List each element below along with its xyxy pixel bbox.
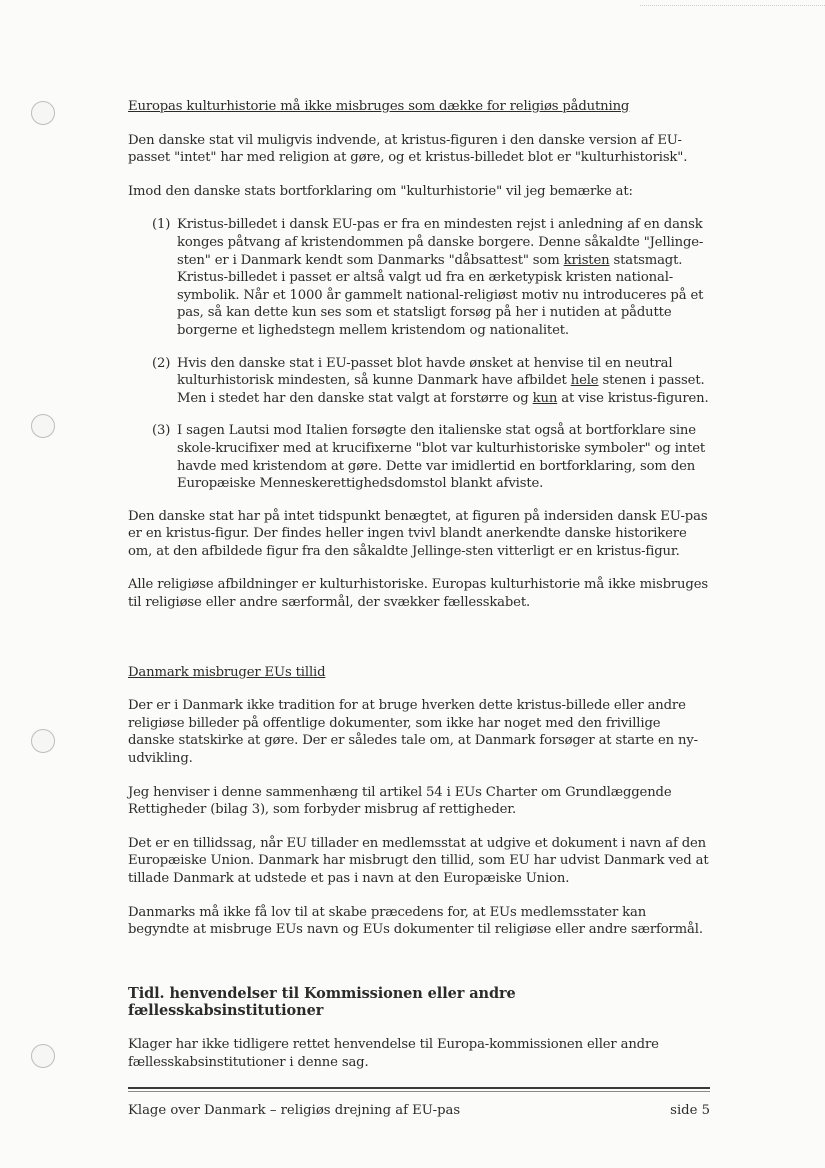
list-text: Hvis den danske stat i EU-passet blot havde ønsket at henvise til en neutral kulturhistorisk mindesten, så kunne Danmark have afbildet [177, 355, 673, 389]
scan-edge-line [640, 5, 825, 6]
paragraph: Den danske stat har på intet tidspunkt benægtet, at figuren på indersiden dansk EU-pas er en kristus-figur. Der findes heller ingen tvivl blandt anerkendte danske historikere om, at den afbildede figur fra den såkaldte Jellinge-sten vitterligt er en kristus-figur. [128, 508, 708, 559]
paragraph: Der er i Danmark ikke tradition for at bruge hverken dette kristus-billede eller andre religiøse billeder på offentlige dokumenter, som ikke har noget med den frivillige danske statskirke at gøre. Der er således tale om, at Danmark forsøger at starte en ny-udvikling. [128, 698, 698, 767]
punch-hole-2 [31, 414, 55, 438]
punch-hole-1 [31, 101, 55, 125]
list-item [128, 422, 710, 492]
list-text: stenen i passet. Men i stedet har den danske stat valgt at forstørre og [177, 373, 705, 406]
paragraph: Danmarks må ikke få lov til at skabe præcedens for, at EUs medlemsstater kan begyndte at misbruge EUs navn og EUs dokumenter til religiøse eller andre særformål. [128, 904, 703, 938]
paragraph: Klager har ikke tidligere rettet henvendelse til Europa-kommissionen eller andre fællesskabsinstitutioner i denne sag. [128, 1036, 659, 1070]
paragraph: Den danske stat vil muligvis indvende, at kristus-figuren i den danske version af EU-passet "intet" har med religion at gøre, og et kristus-billedet blot er "kulturhistorisk". [128, 132, 688, 166]
section-heading-henvendelser: Tidl. henvendelser til Kommissionen eller andre fællesskabsinstitutioner [128, 984, 516, 1020]
footer-title: Klage over Danmark – religiøs drejning af EU-pas [128, 1103, 461, 1118]
list-text: Kristus-billedet i dansk EU-pas er fra en mindesten rejst i anledning af en dansk konges påtvang af kristendommen på danske borgere. Denne såkaldte "Jellinge-sten" er i Danmark kendt som Danmarks "dåbsattest" som [177, 217, 704, 268]
document-body [128, 98, 710, 1087]
underlined-word: kun [532, 390, 558, 406]
punch-hole-3 [31, 729, 55, 753]
list-number: (1) [152, 217, 171, 233]
underlined-word: hele [570, 373, 599, 389]
punch-hole-4 [31, 1044, 55, 1068]
page-footer [128, 1103, 710, 1118]
list-item [128, 216, 710, 339]
footer-rule [128, 1087, 710, 1089]
paragraph: Jeg henviser i denne sammenhæng til artikel 54 i EUs Charter om Grundlæggende Rettigheder (bilag 3), som forbyder misbrug af rettigheder. [128, 784, 672, 818]
page-number: side 5 [670, 1103, 710, 1118]
paragraph: Alle religiøse afbildninger er kulturhistoriske. Europas kulturhistorie må ikke misbruges til religiøse eller andre særformål, der svækker fællesskabet. [128, 577, 708, 611]
list-text: statsmagt. Kristus-billedet i passet er altså valgt ud fra en ærketypisk kristen national-symbolik. Når et 1000 år gammelt national-religiøst motiv nu introduceres på et pas, så kan dette kun ses som et statsligt forsøg på her i nutiden at pådutte borgerne et lighedstegn mellem kristendom og nationalitet. [177, 252, 704, 338]
section-heading-kulturhistorie: Europas kulturhistorie må ikke misbruges som dække for religiøs pådutning [128, 99, 630, 114]
footer-rule-thin [128, 1091, 710, 1092]
list-number: (2) [152, 355, 171, 371]
list-number: (3) [152, 423, 171, 439]
paragraph: Det er en tillidssag, når EU tillader en medlemsstat at udgive et dokument i navn af den Europæiske Union. Danmark har misbrugt den tillid, som EU har udvist Danmark ved at tillade Danmark at udstede et pas i navn at den Europæiske Union. [128, 835, 709, 886]
list-text: at vise kristus-figuren. [557, 390, 709, 406]
list-item [128, 355, 710, 408]
underlined-word: kristen [563, 252, 610, 268]
section-heading-tillid: Danmark misbruger EUs tillid [128, 664, 326, 680]
argument-list [128, 216, 710, 492]
list-text: I sagen Lautsi mod Italien forsøgte den italienske stat også at bortforklare sine skole-krucifixer med at krucifixerne "blot var kulturhistoriske symboler" og intet havde med kristendom at gøre. Dette var imidlertid en bortforklaring, som den Europæiske Menneskerettighedsdomstol blankt afviste. [177, 423, 706, 492]
paragraph: Imod den danske stats bortforklaring om "kulturhistorie" vil jeg bemærke at: [128, 183, 633, 199]
